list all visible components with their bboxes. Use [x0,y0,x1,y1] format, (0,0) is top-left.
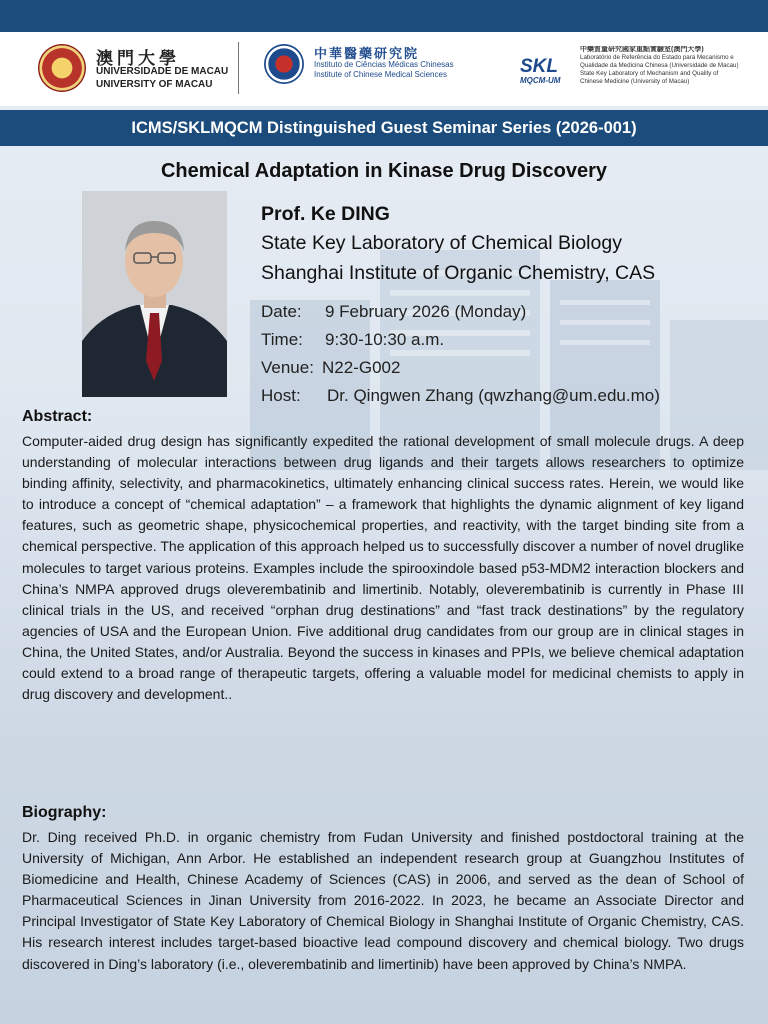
logo-strip [0,32,768,106]
speaker-affiliation-2: Shanghai Institute of Organic Chemistry, CAS [261,262,656,284]
top-color-bar [0,0,768,32]
host-row [261,386,660,406]
university-of-macau-logo [38,42,238,98]
biography-heading: Biography: [22,804,107,821]
host-label: Host: [261,386,301,405]
seminar-series-banner: ICMS/SKLMQCM Distinguished Guest Seminar Series (2026-001) [0,110,768,146]
venue-label: Venue: [261,358,314,377]
um-english-name: UNIVERSITY OF MACAU [96,79,213,90]
speaker-affiliation-1: State Key Laboratory of Chemical Biology [261,232,622,254]
skl-mark-text: SKL [520,56,558,77]
venue-value: N22-G002 [322,358,401,377]
icms-chinese-name: 中華醫藥研究院 [314,46,420,61]
skl-english-line-1: State Key Laboratory of Mechanism and Quality of [580,70,719,77]
speaker-photo [82,191,227,397]
sklmqcm-logo [518,46,758,96]
skl-portuguese-line-1: Laboratório de Referência do Estado para Mecanismo e [580,54,734,61]
venue-row [261,358,400,378]
abstract-heading: Abstract: [22,408,93,425]
skl-portuguese-line-2: Qualidade da Medicina Chinesa (Universidade de Macau) [580,62,739,69]
talk-title: Chemical Adaptation in Kinase Drug Discovery [160,160,608,182]
time-row [261,330,444,350]
icms-english-name: Institute of Chinese Medical Sciences [314,70,447,79]
biography-text: Dr. Ding received Ph.D. in organic chemistry from Fudan University and finished postdoctoral training at the University of Michigan, Ann Arbor. He established an independent research group at Guangzhou Institutes of Biomedicine and Health, Chinese Academy of Sciences (CAS) in 2006, and served as the dean of School of Pharmaceutical Sciences in Jinan University from 2016-2022. In 2023, he became an Associate Director and Principal Investigator of State Key Laboratory of Chemical Biology in Shanghai Institute of Organic Chemistry, CAS. His research interest includes target-based bioactive lead compound discovery and chemical biology. Two drugs discovered in Ding’s laboratory (i.e., oleverembatinib and limertinib) have been approved by China’s NMPA. [22,829,744,972]
um-seal-icon [38,44,86,92]
date-row [261,302,526,322]
skl-mark-icon [518,56,576,86]
icms-logo [264,44,494,94]
time-label: Time: [261,330,303,349]
skl-english-line-2: Chinese Medicine (University of Macau) [580,78,690,85]
date-value: 9 February 2026 (Monday) [325,302,527,321]
icms-portuguese-name: Instituto de Ciências Médicas Chinesas [314,60,454,69]
skl-chinese-name: 中藥質量研究國家重點實驗室(澳門大學) [580,46,704,53]
abstract-text: Computer-aided drug design has significantly expedited the rational development of small molecule drugs. A deep understanding of molecular interactions between drug ligands and their targets allows researchers to optimize binding affinity, selectivity, and pharmacokinetics, ultimately enhancing clinical success rates. Herein, we would like to introduce a concept of “chemical adaptation” – a framework that highlights the dynamic alignment of key ligand features, such as geometric shape, physicochemical properties, and reactivity, with the target binding site from a chemical perspective. The application of this approach helped us to successfully discover a number of novel druglike molecules to target various proteins. Examples include the spirooxindole based p53-MDM2 interaction blockers and China’s NMPA approved drugs oleverembatinib and limertinib. Notably, oleverembatinib is currently in Phase III clinical trials in the US, and received “orphan drug destinations” and “fast track destinations” by the regulatory agencies of USA and the European Union. Five additional drug candidates from our group are in clinical stages in China, the United States, and/or Australia. Beyond the success in kinases and PPIs, we believe chemical adaptation could extend to a broad range of therapeutic targets, offering a valuable model for medicinal chemists to apply in drug discovery and development.. [22,433,744,703]
host-value: Dr. Qingwen Zhang (qwzhang@um.edu.mo) [327,386,660,405]
speaker-name: Prof. Ke DING [261,203,390,225]
um-portuguese-name: UNIVERSIDADE DE MACAU [96,66,229,77]
icms-emblem-icon [264,44,304,84]
skl-mark-subtext: MQCM-UM [520,76,561,85]
date-label: Date: [261,302,302,321]
um-chinese-name: 澳門大學 [96,49,180,69]
logo-divider [238,42,239,94]
time-value: 9:30-10:30 a.m. [325,330,445,349]
